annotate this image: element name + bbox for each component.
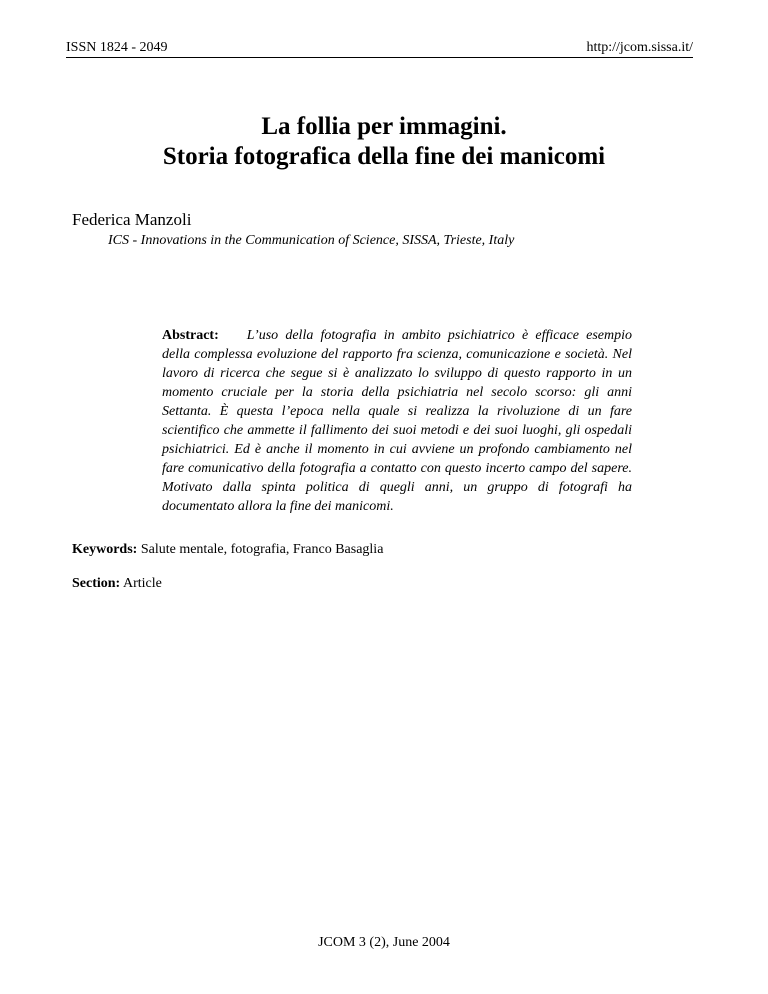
- page-header: [66, 37, 693, 58]
- journal-url-link[interactable]: http://jcom.sissa.it/: [586, 40, 693, 55]
- keywords-value: Salute mentale, fotografia, Franco Basaglia: [140, 542, 384, 557]
- abstract-block: [162, 326, 632, 516]
- author-affiliation: ICS - Innovations in the Communication of Science, SISSA, Trieste, Italy: [108, 233, 515, 248]
- section-value: Article: [122, 576, 162, 591]
- author-name: Federica Manzoli: [72, 210, 192, 229]
- title-line-1: La follia per immagini.: [261, 113, 507, 140]
- article-title: [0, 112, 768, 172]
- abstract-text: L’uso della fotografia in ambito psichiatrico è efficace esempio della complessa evoluzione del rapporto fra scienza, comunicazione e società. Nel lavoro di ricerca che segue si è analizzato lo sviluppo di questo rapporto in un momento cruciale per la storia della psichiatria nel secolo scorso: gli anni Settanta. È questa l’epoca nella quale si realizza la rivoluzione di un fare scientifico che ammette il fallimento dei suoi metodi e dei suoi luoghi, gli ospedali psichiatrici. Ed è anche il momento in cui avviene un profondo cambiamento nel fare comunicativo della fotografia a contatto con questo incerto campo del sapere. Motivato dalla spinta politica di quegli anni, un gruppo di fotografi ha documentato allora la fine dei manicomi.: [162, 328, 632, 514]
- issn-label: ISSN 1824 - 2049: [66, 40, 168, 55]
- section-label: Section:: [72, 576, 121, 591]
- page-footer: JCOM 3 (2), June 2004: [318, 935, 450, 950]
- keywords-label: Keywords:: [72, 542, 138, 557]
- title-line-2: Storia fotografica della fine dei manicomi: [162, 143, 606, 170]
- abstract-label: Abstract:: [162, 328, 219, 343]
- section-line: [72, 576, 162, 592]
- keywords-line: [72, 542, 383, 558]
